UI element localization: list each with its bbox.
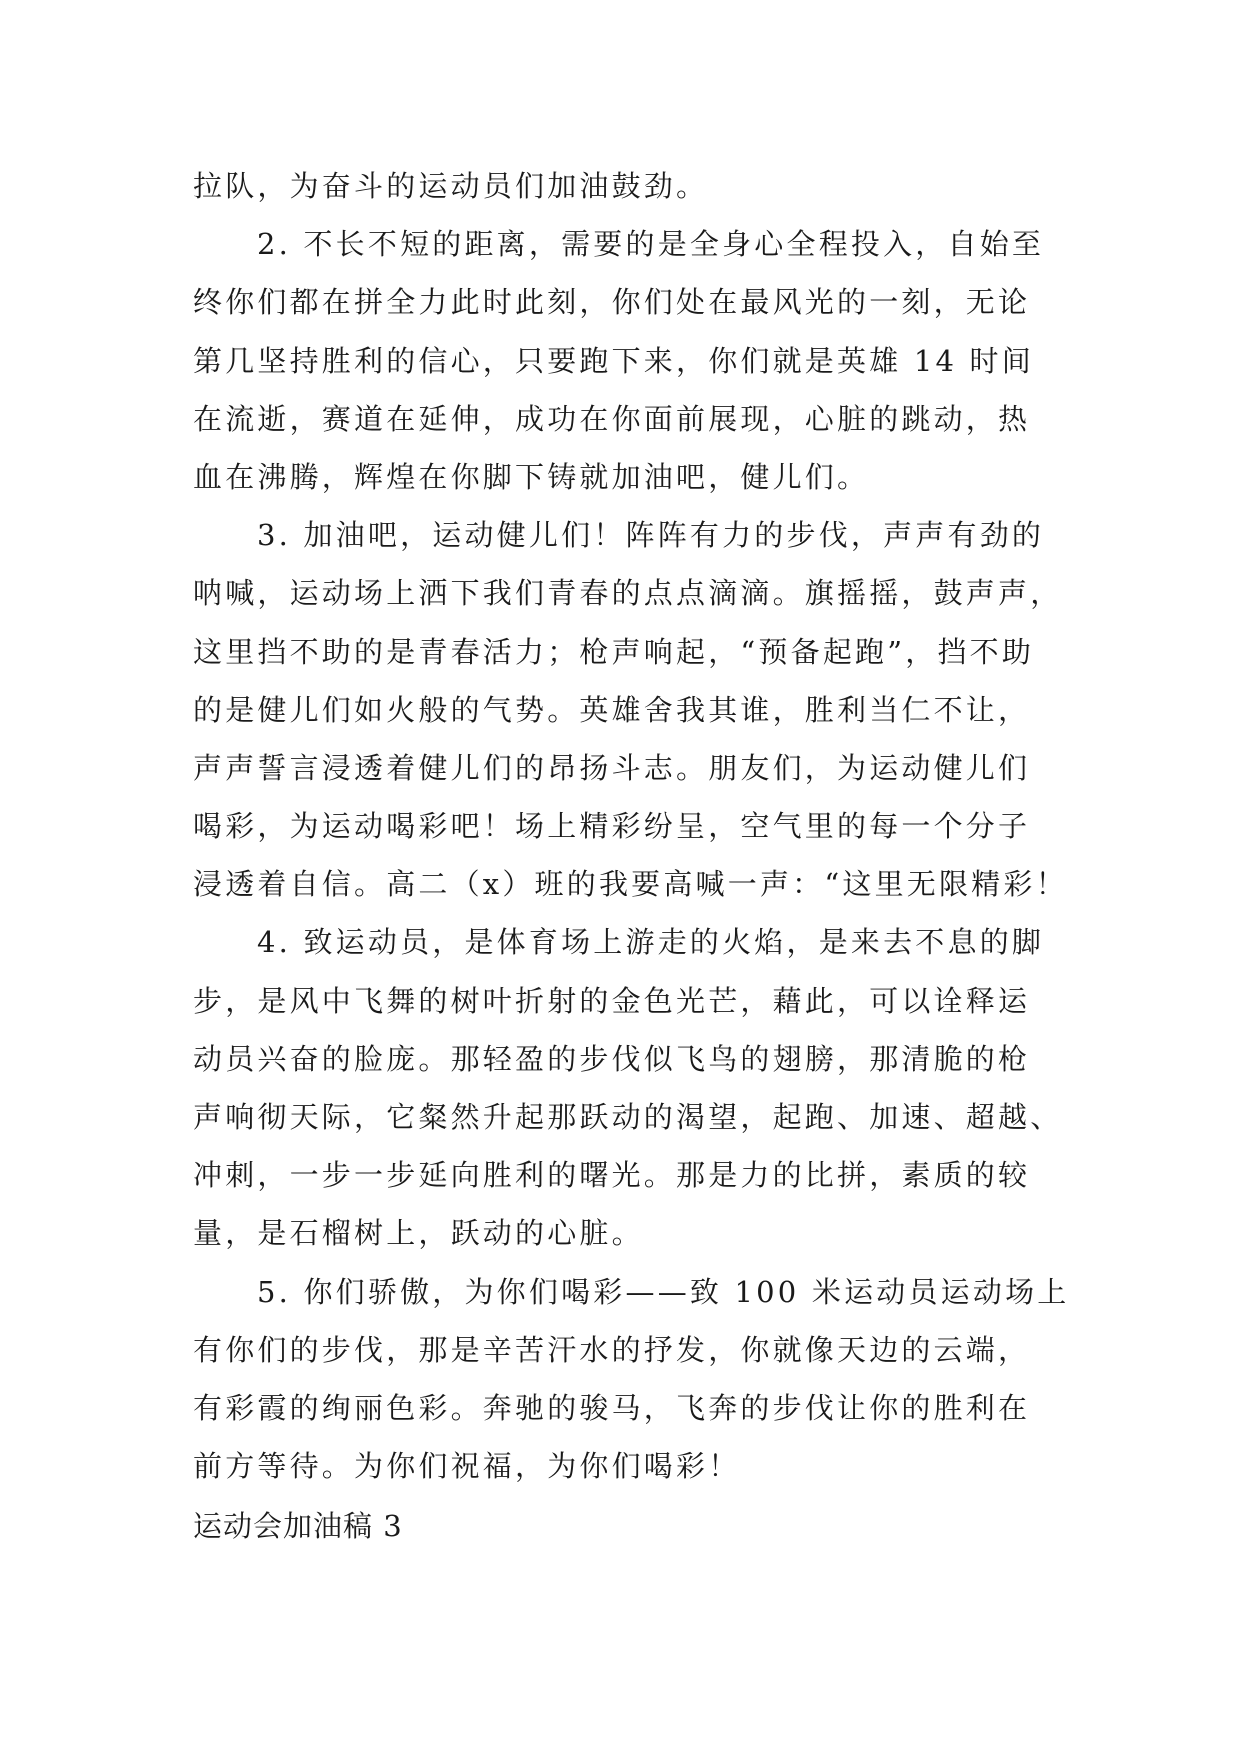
paragraph-2-line-3: 第几坚持胜利的信心，只要跑下来，你们就是英雄 14 时间 [193,343,1034,378]
paragraph-3-line-6: 喝彩，为运动喝彩吧！场上精彩纷呈，空气里的每一个分子 [193,809,1031,844]
paragraph-5-line-3: 有彩霞的绚丽色彩。奔驰的骏马，飞奔的步伐让你的胜利在 [193,1390,1031,1425]
paragraph-4-line-1: 4. 致运动员，是体育场上游走的火焰，是来去不息的脚 [257,925,1045,960]
paragraph-4-line-2: 步，是风中飞舞的树叶折射的金色光芒，藉此，可以诠释运 [193,983,1031,1018]
paragraph-4-line-5: 冲刺，一步一步延向胜利的曙光。那是力的比拼，素质的较 [193,1158,1031,1193]
paragraph-5-line-2: 有你们的步伐，那是辛苦汗水的抒发，你就像天边的云端， [193,1332,1031,1367]
paragraph-2-line-5: 血在沸腾，辉煌在你脚下铸就加油吧，健儿们。 [193,459,870,494]
paragraph-4-line-3: 动员兴奋的脸庞。那轻盈的步伐似飞鸟的翅膀，那清脆的枪 [193,1041,1031,1076]
paragraph-1-line-1: 拉队，为奋斗的运动员们加油鼓劲。 [193,169,709,203]
paragraph-3-line-5: 声声誓言浸透着健儿们的昂扬斗志。朋友们，为运动健儿们 [193,750,1031,785]
paragraph-2-line-2: 终你们都在拼全力此时此刻，你们处在最风光的一刻，无论 [193,285,1031,320]
paragraph-3-line-1: 3. 加油吧，运动健儿们！阵阵有力的步伐，声声有劲的 [257,518,1045,553]
paragraph-4-line-4: 声响彻天际，它粲然升起那跃动的渴望，起跑、加速、超越、 [193,1100,1063,1134]
paragraph-5-line-1: 5. 你们骄傲，为你们喝彩——致 100 米运动员运动场上 [257,1274,1070,1309]
document-body [193,157,1073,1556]
paragraph-4-line-6: 量，是石榴树上，跃动的心脏。 [193,1216,644,1251]
paragraph-3-line-7: 浸透着自信。高二（x）班的我要高喊一声：“这里无限精彩！ [193,867,1068,902]
paragraph-3-line-4: 的是健儿们如火般的气势。英雄舍我其谁，胜利当仁不让， [193,692,1031,727]
paragraph-5-line-4: 前方等待。为你们祝福，为你们喝彩！ [193,1449,741,1484]
paragraph-3-line-2: 呐喊，运动场上洒下我们青春的点点滴滴。旗摇摇，鼓声声， [193,576,1063,611]
paragraph-2-line-1: 2. 不长不短的距离，需要的是全身心全程投入，自始至 [257,227,1045,262]
section-heading: 运动会加油稿 3 [193,1509,403,1544]
paragraph-2-line-4: 在流逝，赛道在延伸，成功在你面前展现，心脏的跳动，热 [193,401,1031,436]
paragraph-3-line-3: 这里挡不助的是青春活力；枪声响起，“预备起跑”，挡不助 [193,634,1035,669]
